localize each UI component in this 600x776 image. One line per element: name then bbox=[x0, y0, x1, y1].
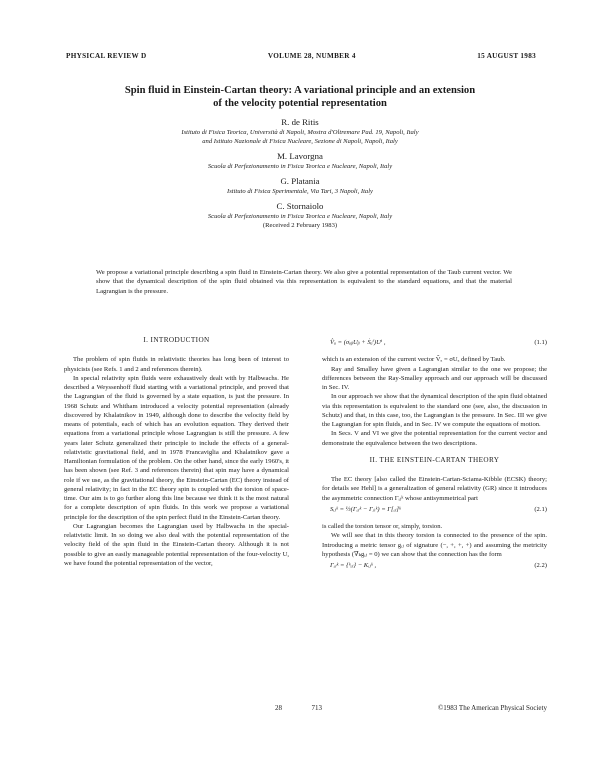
equation-number: (1.1) bbox=[534, 339, 547, 346]
equation-number: (2.1) bbox=[534, 505, 547, 513]
author-affiliation: Istituto di Fisica Sperimentale, Via Tari, 3 Napoli, Italy bbox=[227, 188, 373, 195]
author-affiliation: and Istituto Nazionale di Fisica Nucleare, Sezione di Napoli, Napoli, Italy bbox=[202, 138, 398, 145]
body-paragraph: In our approach we show that the dynamical description of the spin fluid obtained via this representation is equivalent to the standard one (see, also, the discussion in Schutz) and that, in this case, too, the Lagrangian is the pressure. In Sec. III we give the Lagrangian for spin fluids, and in Sec. IV we compute the equations of motion. bbox=[322, 393, 547, 428]
equation-2-1 bbox=[322, 505, 547, 514]
author-affiliation: Scuola di Perfezionamento in Fisica Teorica e Nucleare, Napoli, Italy bbox=[207, 163, 393, 170]
title-line-2: of the velocity potential representation bbox=[213, 98, 387, 109]
copyright-notice: ©1983 The American Physical Society bbox=[437, 704, 547, 712]
equation-expression: Sᵢⱼᵏ = ½(Γᵢⱼᵏ − Γⱼᵢᵏ) = Γ[ᵢⱼ]ᵏ bbox=[330, 505, 401, 513]
author-name: R. de Ritis bbox=[281, 117, 319, 127]
equation-expression: V̂ₐ = (σₐᵦUᵦ + Ṡₐⁱ)Uⁱ , bbox=[330, 339, 386, 346]
equation-1-1 bbox=[322, 338, 547, 347]
body-paragraph: Our Lagrangian becomes the Lagrangian used by Halbwachs in the special-relativistic limit. In so doing we also deal with the potential representation of the velocity field of the spin fluid in the Einstein-Cartan theory. Although it is not possible to give an easily manageable potential representation of the four-velocity U, we have found the potential representation of the vector, bbox=[64, 522, 289, 567]
left-column bbox=[64, 336, 289, 568]
right-column bbox=[322, 336, 547, 578]
author-list bbox=[60, 117, 540, 235]
author-name: G. Platania bbox=[280, 176, 320, 186]
author-block bbox=[60, 151, 540, 171]
page-footer bbox=[64, 704, 547, 712]
author-name: M. Lavorgna bbox=[277, 151, 323, 161]
author-affiliation: Scuola di Perfezionamento in Fisica Teorica e Nucleare, Napoli, Italy bbox=[207, 213, 393, 220]
body-paragraph: The problem of spin fluids in relativistic theories has long been of interest to physicists (see Refs. 1 and 2 and references therein). bbox=[64, 356, 289, 373]
section-heading-ec-theory: II. THE EINSTEIN-CARTAN THEORY bbox=[369, 455, 500, 464]
author-block bbox=[60, 176, 540, 196]
body-paragraph: In special relativity spin fluids were exhaustively dealt with by Halbwachs. He described a Weyssenhoff fluid starting with a variational principle, and proved that the Lagrangian of the fluid is governed by a state equation, is just the pressure. In 1968 Schutz and Whitham introduced a velocity potential representation (already discovered by Khalatnikov in 1949, although done to describe the velocity field by means of potentials, each of which has an evolution equation. They derived their equations from a variational principle whose Lagrangian is still the pressure. A few years later Schutz generalized their principle to include the effects of a general-relativistic gravitational field, and in 1978 Francaviglia and Khalatnikov gave a Hamiltonian formulation of the problem. On the other hand, since the early 1960's, it has been shown (see Ref. 3 and references therein) that spin may have a dynamical role if we use, as the gravitational theory, the Einstein-Cartan (EC) theory instead of general relativity; in fact in the EC theory spin is coupled with the torsion of space-time. Our aim is to go further along this line because we think it is the most natural for a complete description of spin fluids. In this work we propose a variational principle for the description of the spin perfect fluid in the Einstein-Cartan theory. bbox=[64, 374, 289, 521]
volume-footer-number: 28 bbox=[275, 704, 282, 712]
volume-number: VOLUME 28, NUMBER 4 bbox=[267, 52, 356, 60]
title-line-1: Spin fluid in Einstein-Cartan theory: A variational principle and an extension bbox=[124, 85, 476, 96]
body-paragraph: is called the torsion tensor or, simply, torsion. bbox=[322, 523, 443, 530]
abstract: We propose a variational principle describing a spin fluid in Einstein-Cartan theory. We also give a potential representation of the Taub current vector. We show that the dynamical description of the spin fluid obtained via this representation is equivalent to the standard equations, and that the material Lagrangian is the pressure. bbox=[96, 269, 512, 295]
author-block bbox=[60, 201, 540, 230]
body-paragraph: We will see that in this theory torsion is connected to the presence of the spin. Introducing a metric tensor gᵢⱼ of signature (−, +, +, +) and assuming the metricity hypothesis (∇ₖgᵢⱼ = 0) we can show that the connection has the form bbox=[322, 532, 547, 558]
received-date: (Received 2 February 1983) bbox=[262, 222, 338, 229]
issue-date: 15 AUGUST 1983 bbox=[477, 52, 536, 60]
paper-title bbox=[60, 84, 540, 110]
equation-number: (2.2) bbox=[534, 562, 547, 569]
body-paragraph: which is an extension of the current vector V̂ₐ = σUₐ defined by Taub. bbox=[322, 356, 506, 364]
author-block bbox=[60, 117, 540, 146]
body-paragraph: In Secs. V and VI we give the potential representation for the current vector and demonstrate the equivalence between the two descriptions. bbox=[322, 430, 547, 447]
journal-name: PHYSICAL REVIEW D bbox=[66, 52, 147, 60]
body-paragraph: Ray and Smalley have given a Lagrangian similar to the one we propose; the differences between the Ray-Smalley approach and our approach will be discussed in Sec. IV. bbox=[322, 365, 547, 391]
section-heading-introduction: I. INTRODUCTION bbox=[143, 336, 210, 344]
author-affiliation: Istituto di Fisica Teorica, Università di Napoli, Mostra d'Oltremare Pad. 19, Napoli, Italy bbox=[181, 129, 419, 136]
author-name: C. Stornaiolo bbox=[276, 201, 324, 211]
running-head bbox=[66, 52, 536, 60]
body-paragraph: The EC theory [also called the Einstein-Cartan-Sciama-Kibble (ECSK) theory; for details see Hehl] is a generalization of general relativity (GR) since it introduces the asymmetric connection Γᵢⱼᵏ whose antisymmetrical part bbox=[322, 476, 547, 502]
equation-expression: Γᵢⱼᵏ = {ᵏᵢⱼ} − Kᵢⱼᵏ , bbox=[330, 562, 377, 569]
page-number: 713 bbox=[311, 704, 322, 712]
equation-2-2 bbox=[322, 561, 547, 570]
